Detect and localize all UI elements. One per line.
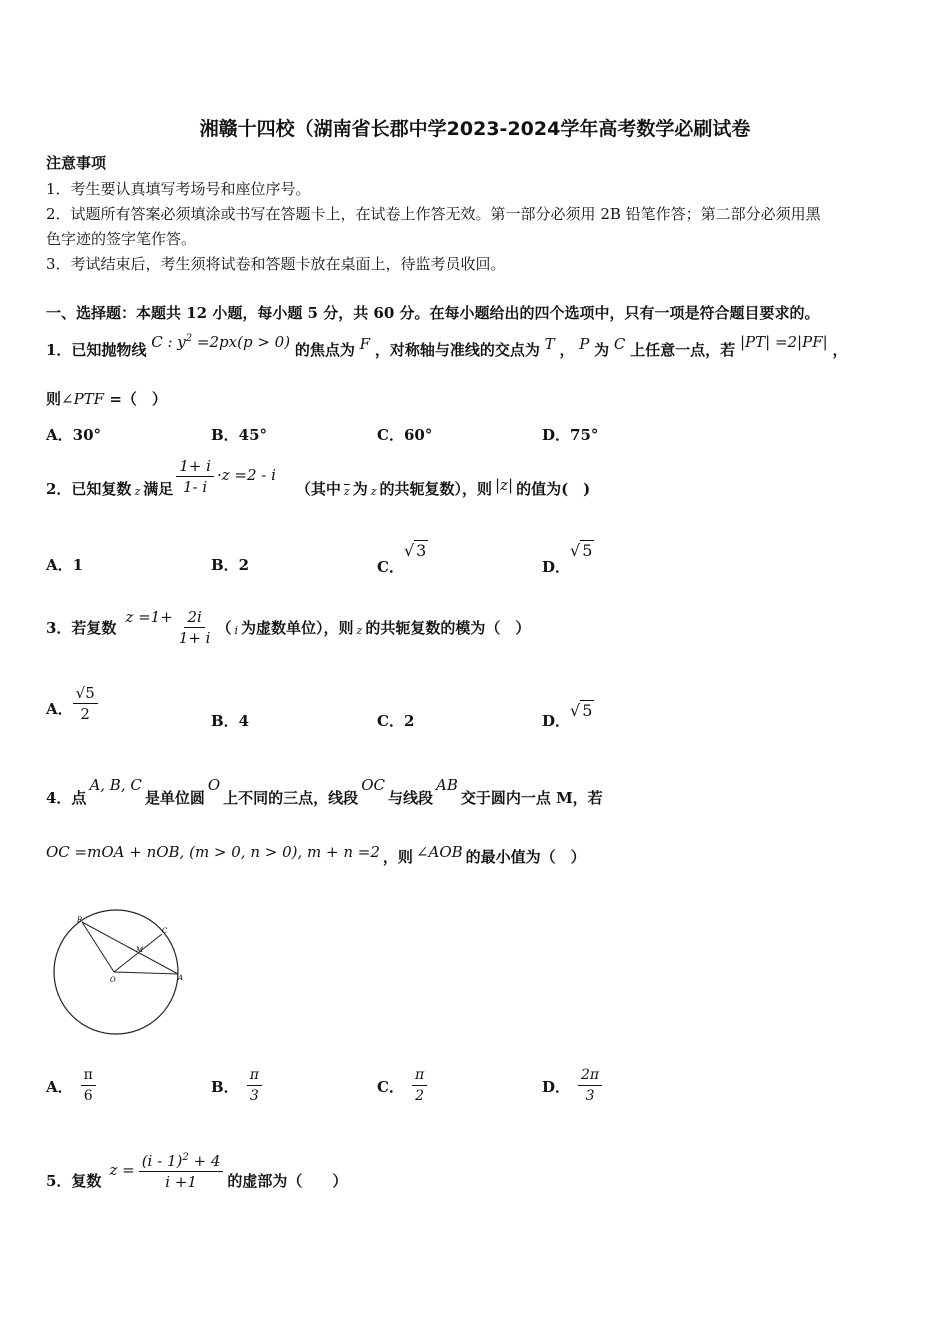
label-c: C	[162, 927, 168, 935]
q1-option-a[interactable]: A．30°	[46, 426, 102, 444]
notice-item-1: 1．考生要认真填写考场号和座位序号。	[46, 180, 311, 198]
q1-condition: |PT| =2|PF|	[739, 333, 828, 351]
q1-option-c[interactable]: C．60°	[377, 426, 433, 444]
q4-text: ，则	[382, 848, 413, 866]
q4-segment-ab: AB	[435, 776, 458, 794]
q4-text: 上不同的三点，线段	[223, 789, 359, 807]
q3-sqrt-5: √ 5	[570, 701, 593, 720]
q4-points: A, B, C	[89, 776, 142, 794]
notice-item-2: 2．试题所有答案必须填涂或书写在答题卡上，在试卷上作答无效。第一部分必须用 2B 铅笔作答；第二部分必须用黑	[46, 205, 821, 223]
q4-number: 4．点	[46, 789, 87, 807]
question-4-line2	[46, 843, 586, 867]
q2-text: 的共轭复数），则	[379, 479, 493, 498]
q2-fraction: $\frac{1+ i}{1- i}$	[176, 457, 214, 496]
question-1	[46, 333, 847, 364]
notice-item-2-cont: 色字迹的签字笔作答。	[46, 230, 197, 248]
q1-focus: F	[359, 335, 371, 353]
notice-item-3: 3．考试结束后，考生须将试卷和答题卡放在桌面上，待监考员收回。	[46, 255, 506, 273]
q3-option-b[interactable]: B．4	[211, 712, 250, 730]
label-m: M	[136, 946, 144, 954]
q1-parabola: C : $y^2 =2px(p > 0)$	[151, 333, 291, 351]
segment-ob	[82, 922, 114, 972]
q4-option-a[interactable]: A． $\frac{\pi}{6}$	[46, 1066, 96, 1105]
q2-option-c[interactable]: C．√ 3	[377, 541, 427, 576]
q3-text: （	[216, 618, 232, 637]
question-1-line2: 则∠PTF =（ ）	[46, 390, 167, 408]
q2-text: 为	[352, 479, 368, 498]
q2-equation: ·z =2 - i	[216, 466, 276, 484]
label-b: B	[77, 916, 83, 924]
q1-option-d[interactable]: D．75°	[542, 426, 599, 444]
q1-text: ，	[832, 341, 848, 359]
q3-a-fraction: $\frac{√5}{2}$	[73, 684, 98, 723]
q1-curve-c: C	[613, 335, 626, 353]
q4-circle-o: O	[207, 776, 221, 794]
q1-text: ，对称轴与准线的交点为	[374, 341, 540, 359]
q1-text: 上任意一点，若	[630, 341, 736, 359]
label-o: O	[110, 976, 116, 984]
q1-angle: ∠PTF	[61, 390, 105, 408]
q4-text: 与线段	[387, 789, 433, 807]
q5-fraction: $\frac{(i - 1)^2 + 4}{i +1}$	[139, 1149, 224, 1191]
q1-option-b[interactable]: B．45°	[211, 426, 268, 444]
q2-abs-z: |z|	[495, 476, 514, 494]
q4-circle-diagram	[44, 902, 214, 1042]
q1-text: ，	[559, 341, 575, 359]
q3-fraction: $\frac{2i}{1+ i}$	[178, 607, 211, 647]
q4-text: 是单位圆	[144, 789, 205, 807]
q2-option-a[interactable]: A．1	[46, 556, 84, 574]
q1-point-t: T	[544, 335, 555, 353]
q2-sqrt-5: √ 5	[570, 541, 593, 560]
notice-heading: 注意事项	[46, 154, 107, 172]
q4-text: 的最小值为（ ）	[465, 848, 586, 866]
page-title: 湘赣十四校（湖南省长郡中学2023-2024学年高考数学必刷试卷	[199, 118, 751, 140]
q3-number: 3．若复数	[46, 618, 117, 637]
q2-number: 2．已知复数	[46, 479, 132, 498]
question-2	[46, 458, 590, 518]
segment-oa	[114, 972, 178, 974]
q4-segment-oc: OC	[361, 776, 385, 794]
q2-z: z	[134, 484, 141, 498]
q2-text: 的值为( )	[516, 479, 591, 498]
q5-lhs: z =	[109, 1161, 135, 1179]
label-a: A	[178, 974, 184, 982]
q4-text: 交于圆内一点 M，若	[460, 789, 603, 807]
q1-number: 1．已知抛物线	[46, 341, 147, 359]
q4-option-d[interactable]: D． $\frac{2\pi}{3}$	[542, 1066, 602, 1105]
q4-equation: OC =mOA + nOB, (m > 0, n > 0), m + n =2	[46, 843, 380, 861]
q2-z: z	[370, 484, 377, 498]
q1-text: 为	[594, 341, 610, 359]
q4-option-c[interactable]: C． $\frac{\pi}{2}$	[377, 1066, 427, 1105]
question-4	[46, 768, 603, 808]
q3-i: i	[234, 623, 239, 637]
question-5	[46, 1146, 347, 1194]
q3-z: z	[356, 623, 363, 637]
q3-option-c[interactable]: C．2	[377, 712, 415, 730]
question-3	[46, 598, 530, 656]
section-heading: 一、选择题：本题共 12 小题，每小题 5 分，共 60 分。在每小题给出的四个选项中，只有一项是符合题目要求的。	[46, 304, 820, 322]
q5-number: 5．复数	[46, 1171, 102, 1190]
q2-option-b[interactable]: B．2	[211, 556, 250, 574]
q4-option-b[interactable]: B． $\frac{\pi}{3}$	[211, 1066, 262, 1105]
q1-point-p: P	[579, 335, 590, 353]
q2-sqrt-3: √ 3	[403, 541, 427, 560]
q2-text: 满足	[143, 479, 174, 498]
q3-option-a[interactable]: A． $\frac{√5}{2}$	[46, 684, 98, 723]
q3-lhs: z =1+	[125, 608, 173, 626]
q3-option-d[interactable]: D．√ 5	[542, 701, 593, 730]
q1-text: 的焦点为	[294, 341, 355, 359]
q3-text: 的共轭复数的模为（ ）	[365, 618, 531, 637]
q5-text: 的虚部为（ ）	[227, 1171, 348, 1190]
q2-zbar: $\overline{z}$	[343, 484, 350, 498]
q2-text: （其中	[295, 479, 341, 498]
q3-text: 为虚数单位），则	[241, 618, 354, 637]
q2-option-d[interactable]: D．√ 5	[542, 541, 593, 576]
q4-angle: ∠AOB	[415, 843, 463, 861]
